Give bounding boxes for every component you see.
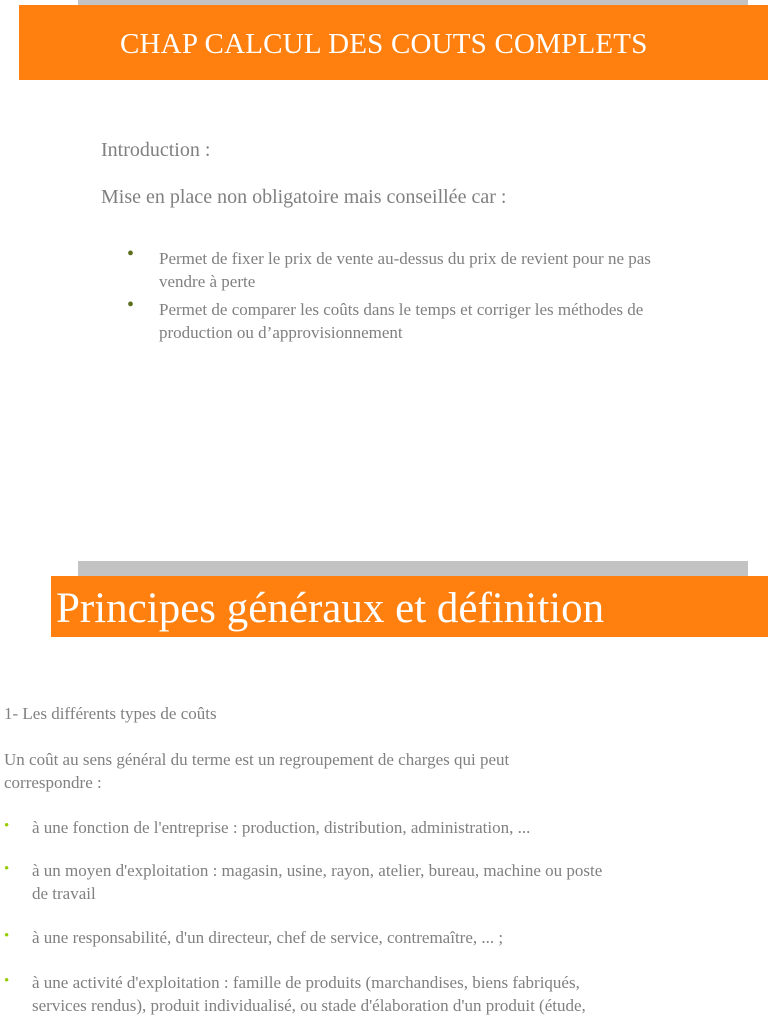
definition-text xyxy=(4,748,604,794)
slide2-title: Principes généraux et définition xyxy=(56,585,605,632)
intro-subtitle: Mise en place non obligatoire mais conseillée car : xyxy=(101,186,507,208)
bullet-dot-icon: • xyxy=(4,973,10,989)
bullet-line: Permet de fixer le prix de vente au-dessus du prix de revient pour ne pas xyxy=(159,249,651,268)
bullet-line: à une activité d'exploitation : famille de produits (marchandises, biens fabriqués, xyxy=(32,973,580,992)
slide2-bullet-2 xyxy=(4,859,704,905)
bullet-line: à une fonction de l'entreprise : production, distribution, administration, ... xyxy=(32,818,531,837)
section-heading: 1- Les différents types de coûts xyxy=(4,704,217,723)
bullet-dot-icon: • xyxy=(4,928,10,944)
bullet-line: services rendus), produit individualisé, ou stade d'élaboration d'un produit (étude, xyxy=(32,996,586,1015)
bullet-dot-icon: • xyxy=(4,861,10,877)
bullet-line: à une responsabilité, d'un directeur, chef de service, contremaître, ... ; xyxy=(32,928,504,947)
definition-line: Un coût au sens général du terme est un regroupement de charges qui peut xyxy=(4,750,510,769)
bullet-line: Permet de comparer les coûts dans le temps et corriger les méthodes de xyxy=(159,300,644,319)
slide1-title: CHAP CALCUL DES COUTS COMPLETS xyxy=(120,28,648,60)
slide1-bullet-1 xyxy=(127,243,727,293)
slide2-bullet-4 xyxy=(4,971,704,1017)
slide2-bullet-3 xyxy=(4,926,704,949)
bullet-dot-icon: • xyxy=(127,243,135,265)
bullet-line: de travail xyxy=(32,884,96,903)
slide1-bullet-2 xyxy=(127,294,727,344)
slide2-bullet-1 xyxy=(4,816,704,839)
definition-line: correspondre : xyxy=(4,773,102,792)
bullet-line: à un moyen d'exploitation : magasin, usine, rayon, atelier, bureau, machine ou poste xyxy=(32,861,603,880)
bullet-dot-icon: • xyxy=(127,294,135,316)
bullet-line: production ou d’approvisionnement xyxy=(159,323,403,342)
intro-heading: Introduction : xyxy=(101,139,211,161)
bullet-line: vendre à perte xyxy=(159,272,256,291)
bullet-dot-icon: • xyxy=(4,818,10,834)
slide2-top-bar xyxy=(78,561,748,576)
